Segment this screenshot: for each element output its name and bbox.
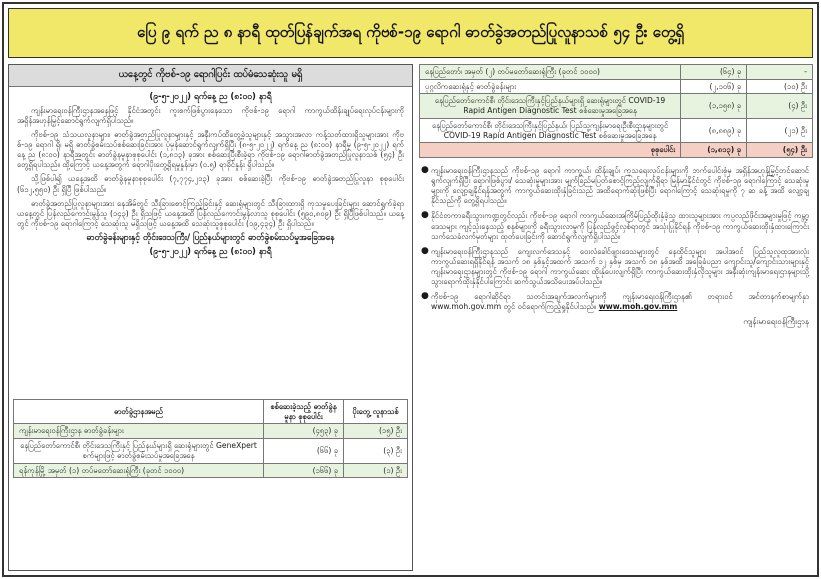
table-row xyxy=(420,79,813,94)
row-name: နေပြည်တော်ကောင်စီ၊ တိုင်းဒေသကြီးနှင့် ပြည်နယ်များရှိ ဆေးရုံများတွင် GeneXpert စက်များဖြင့် ဓာတ်ခွဲစမ်းသပ်မှုအခြေအနေ xyxy=(14,439,264,463)
col-cases: ပိုးတွေ့ လူနာသစ် xyxy=(344,400,408,424)
row-cases: (၁) ဦး xyxy=(344,463,408,478)
total-cases: (၅၄) ဦး xyxy=(747,143,813,158)
row-name: နေပြည်တော်၊ အမှတ် (၂) တပ်မတော်ဆေးရုံကြီး (ခုတင် ၁၀၀၀) xyxy=(420,65,681,80)
row-tests: (၁,၁၅၈) ခု xyxy=(681,94,747,118)
row-cases: (၁၅) ဦး xyxy=(344,424,408,439)
bullet-icon: ● xyxy=(421,291,429,302)
notice-text: နိုင်ငံတကာခရီးသွားကဏ္ဍတွင်လည်း ကိုဗစ်-၁၉ ရောဂါ ကာကွယ်ဆေးအကြိမ်ပြည့်ထိုးနှံခဲ့သူ ထားသူများအား ကပ္ပလည်ဖိုင်းအများမှုဖြင့် ကမ္ဘာ့ဒေသများ ကျင့်သုံးနေသည့် စနစ်များကို ခရီးသွားလာမှုကို ပြန်လည်ဖွင့်လှစ်ရာတွင် အသုံးပြုနိုင်ရန် ကိုဗစ်-၁၉ ကာကွယ်ဆေးထိုးနှံထားကြောင်း သက်သေခံလက်မှတ်များ ထုတ်ပေးခြင်းကို ဆောင်ရွက်လျက်ရှိပါသည်။ xyxy=(431,211,809,241)
signature-ministry: ကျန်းမာရေးဝန်ကြီးဌာန xyxy=(743,317,809,327)
table-row xyxy=(14,439,408,463)
row-name: နေပြည်တော်ကောင်စီ၊ တိုင်းဒေသကြီးနှင့်ပြည်နယ်များရှိ ဆေးရုံများတွင် COVID-19 Rapid Antigen Diagnostic Test စစ်ဆေးမှုအခြေအနေ xyxy=(420,94,681,118)
lab-table-continued xyxy=(419,64,813,158)
right-column xyxy=(419,64,813,571)
section-header xyxy=(9,65,412,87)
list-item xyxy=(419,166,809,206)
table-row xyxy=(14,463,408,478)
col-tests: စစ်ဆေးခဲ့သည့် ဓာတ်ခွဲနမူနာ စုစုပေါင်း xyxy=(264,400,344,424)
total-row xyxy=(420,143,813,158)
lab-table-title: ဓာတ်ခွဲခန်းများနှင့် တိုင်းဒေသကြီး/ ပြည်နယ်များတွင် ဓာတ်ခွဲစမ်းသပ်မှုအခြေအနေ xyxy=(86,232,335,243)
row-name: ပုဂ္ဂလိကဆေးရုံနှင့် ဓာတ်ခွဲခန်းများ xyxy=(420,79,681,94)
row-cases: (၁၀) ဦး xyxy=(747,79,813,94)
row-cases: (၄) ဦး xyxy=(747,94,813,118)
row-name: နေပြည်တော်ကောင်စီ၊ တိုင်းဒေသကြီးနှင့်ပြည်နယ်၊ ပြည်သူ့ကျန်းမာရေးဦးစီးဌာနများတွင် COVID-19 Rapid Antigen Diagnostic Test စစ်ဆေးမှုအခြေအနေ xyxy=(420,118,681,142)
left-column xyxy=(8,64,413,571)
row-tests: (၆၄) ခု xyxy=(681,65,747,80)
notice-text: ကျန်းမာရေးဝန်ကြီးဌာနသည် ကျေးလက်ဒေသနှင့် ဝေးလံခေါင်ဖျားဒေသများတွင် နေထိုင်သူများ အပါအဝင် ပြည်သူလူထုအားလုံး ကာကွယ်ဆေးရရှိနိုင်ရန် အသက် ၁၈ နှစ်နှင့်အထက် အသက် ၁၂ နှစ်မှ အသက် ၁၈ နှစ်အထိ အခြေခံပညာ ကျောင်းသူ/ကျောင်းသားများနှင့် ကျန်းမာရေးဌာနများတွင် ကိုဗစ်-၁၉ ရောဂါ ကာကွယ်ဆေး ထိုးနှံပေးလျက်ရှိပြီး ကာကွယ်ဆေးထိုးနှံလိုသူများ အနီးဆုံးကျန်းမာရေးဌာနများသို့ သွားရောက်ထိုးနှံနိုင်ပါကြောင်း ဆက်သွယ်အသိပေးအပ်ပါသည်။ xyxy=(431,246,809,286)
row-name: ရန်ကုန်မြို့ အမှတ် (၁) တပ်မတော်ဆေးရုံကြီး (ခုတင် ၁၀၀၀) xyxy=(14,463,264,478)
table-row xyxy=(420,94,813,118)
paragraph-intro: ကျန်းမာရေးဝန်ကြီးဌာနအနေဖြင့် နိုင်ငံအတွင်း ကူးစက်ဖြစ်ပွားနေသော ကိုဗစ်-၁၉ ရောဂါ ကာကွယ်ထိန်းချုပ်ရေးလုပ်ငန်းများကို အရှိန်အဟုန်မြှင့်ဆောင်ရွက်လျက်ရှိပါသည်။ xyxy=(17,105,404,125)
row-tests: (၆၆) ခု xyxy=(264,439,344,463)
row-cases: (၃) ဦး xyxy=(344,439,408,463)
lab-table-header-row xyxy=(14,400,408,424)
bullet-icon: ● xyxy=(421,165,429,176)
paragraph-testing: ကိုဗစ်-၁၉ သံသယလူနာများ၊ ဓာတ်ခွဲအတည်ပြုလူနာများနှင့် အနီးကပ်ထိတွေ့ခဲ့သူများနှင့် အသွားအလာ ကန့်သတ်ထားရှိသူများအား ကိုဗစ်-၁၉ ရောဂါ ရှိ၊ မရှိ ဓာတ်ခွဲစမ်းသပ်စစ်ဆေးခြင်းအား ပုံမှန်ဆောင်ရွက်လျက်ရှိပြီး (၈-၅-၂၀၂၂) ရက်နေ့ ည (၈:၀၀) နာရီမှ (၉-၅-၂၀၂၂) ရက်နေ့ ည (၈:၀၀) နာရီအတွင်း ဓာတ်ခွဲနမူနာစုစုပေါင်း (၁,၈၁၃) ခုအား စစ်ဆေးပြီးစီးခဲ့ရာ ကိုဗစ်-၁၉ ရောဂါဓာတ်ခွဲအတည်ပြုလူနာသစ် (၅၄) ဦး တွေ့ရှိရပါသည်။ ထို့ကြောင့် ယနေ့အတွက် ရောဂါပိုးတွေ့ရှိရမှုနှုန်းမှာ (၀.၅) ရာခိုင်နှုန်း ရှိပါသည်။ xyxy=(17,130,404,170)
paragraph-recovery: ဓာတ်ခွဲအတည်ပြုလူနာများအား နေအိမ်တွင် သီးခြားစောင့်ကြည့်ခြင်းနှင့် ဆေးရုံများတွင် သီးခြားထားရှိ ကုသမှုပေးခြင်းများ ဆောင်ရွက်ခဲ့ရာ ယနေ့တွင် ပြန်လည်ကောင်းမွန်သူ (၁၄၃) ဦး ရှိသဖြင့် ယနေ့အထိ ပြန်လည်ကောင်းမွန်လာသူ စုစုပေါင်း (၅၉၀,၈၀၉) ဦး ရှိပြီဖြစ်ပါသည်။ ယနေ့တွင် ကိုဗစ်-၁၉ ရောဂါကြောင့် သေဆုံးသူ မရှိသဖြင့် ယနေ့အထိ သေဆုံးသူစုစုပေါင်း (၁၉,၄၃၄) ဦး ရှိပါသည်။ xyxy=(17,198,404,228)
lab-table xyxy=(13,399,408,478)
table-row xyxy=(14,424,408,439)
notice-text: ကျန်းမာရေးဝန်ကြီးဌာနသည် ကိုဗစ်-၁၉ ရောဂါ ကာကွယ်၊ ထိန်းချုပ်၊ ကုသရေးလုပ်ငန်းများကို ဘက်ပေါင်းစုံမှ အရှိန်အဟုန်မြှင့်တင်ဆောင်ရွက်လျက်ရှိပြီး ရောဂါဖြစ်ပွား/ သေဆုံးမှုများအား မျက်ခြည်မပြတ်စောင့်ကြည့်လျက်ရှိရာ မြန်မာနိုင်ငံတွင် ကိုဗစ်-၁၉ ရောဂါကြောင့် သေဆုံးမှုများကို လျော့ချနိုင်ရန်အတွက် ကာကွယ်ဆေးထိုးနှံခြင်းသည် အထိရောက်ဆုံးဖြစ်ပြီး ရောဂါကြောင့် သေဆုံးရမှုကို ၇ ဆ ခန့် အထိ လျော့ချနိုင်သည်ကို တွေ့ရှိရပါသည်။ xyxy=(431,166,809,206)
headline-banner xyxy=(8,8,813,58)
notice-text: ကိုဗစ်-၁၉ ရောဂါဆိုင်ရာ သတင်းအချက်အလက်များကို ကျန်းမာရေးဝန်ကြီးဌာန၏ တရားဝင် အင်တာနက်စာမျက်နှာ www.moh.gov.mm တွင် ဝင်ရောက်ကြည့်ရှုနိုင်ပါသည်။ xyxy=(431,292,809,312)
notice-list xyxy=(419,166,813,312)
list-item xyxy=(419,247,809,287)
table-row xyxy=(420,65,813,80)
table-row xyxy=(420,118,813,142)
lab-table-date: (၉-၅-၂၀၂၂) ရက်နေ့ ည (၈:၀၀) နာရီ xyxy=(149,246,272,257)
bullet-icon: ● xyxy=(421,210,429,221)
headline-title: ပြေ ၉ ရက် ည ၈ နာရီ ထုတ်ပြန်ချက်အရ ကိုဗစ်-၁၉ ရောဂါ ဓာတ်ခွဲအတည်ပြုလူနာသစ် ၅၄ ဦး တွေ့ရှိ xyxy=(136,23,685,42)
row-tests: (၂,၁၀၆) ခု xyxy=(681,79,747,94)
list-item xyxy=(419,292,809,312)
row-cases: - xyxy=(747,65,813,80)
moh-website-link[interactable]: www.moh.gov.mm xyxy=(598,302,678,312)
row-tests: (၈,၈၈၉) ခု xyxy=(681,118,747,142)
row-name: ကျန်းမာရေးဝန်ကြီးဌာန ဓာတ်ခွဲခန်းများ xyxy=(14,424,264,439)
list-item xyxy=(419,211,809,241)
total-tests: (၁,၈၁၃) ခု xyxy=(681,143,747,158)
paragraph-totals: သို့ဖြစ်ပါ၍ ယနေ့အထိ ဓာတ်ခွဲနမူနာစုစုပေါင်း (၇,၇၇၄,၂၁၃) ခုအား စစ်ဆေးခဲ့ပြီး ကိုဗစ်-၁၉ ဓာတ်ခွဲအတည်ပြုလူနာ စုစုပေါင်း (၆၁၂,၅၅၀) ဦး ရှိပြီ ဖြစ်ပါသည်။ xyxy=(17,174,404,194)
row-tests: (၄၅၃) ခု xyxy=(264,424,344,439)
bullet-icon: ● xyxy=(421,245,429,256)
section-header-text: ယနေ့တွင် ကိုဗစ်-၁၉ ရောဂါပြင်း ထပ်မံသေဆုံးသူ မရှိ xyxy=(118,69,303,81)
report-dateline: (၉-၅-၂၀၂၂) ရက်နေ့ ည (၈:၀၀) နာရီ xyxy=(149,92,272,102)
row-tests: (၁၆၆) ခု xyxy=(264,463,344,478)
row-cases: (၂၁) ဦး xyxy=(747,118,813,142)
notice-text-with-link xyxy=(431,292,809,312)
col-lab-name: ဓာတ်ခွဲဌာနအမည် xyxy=(14,400,264,424)
total-label: စုစုပေါင်း xyxy=(420,143,681,158)
